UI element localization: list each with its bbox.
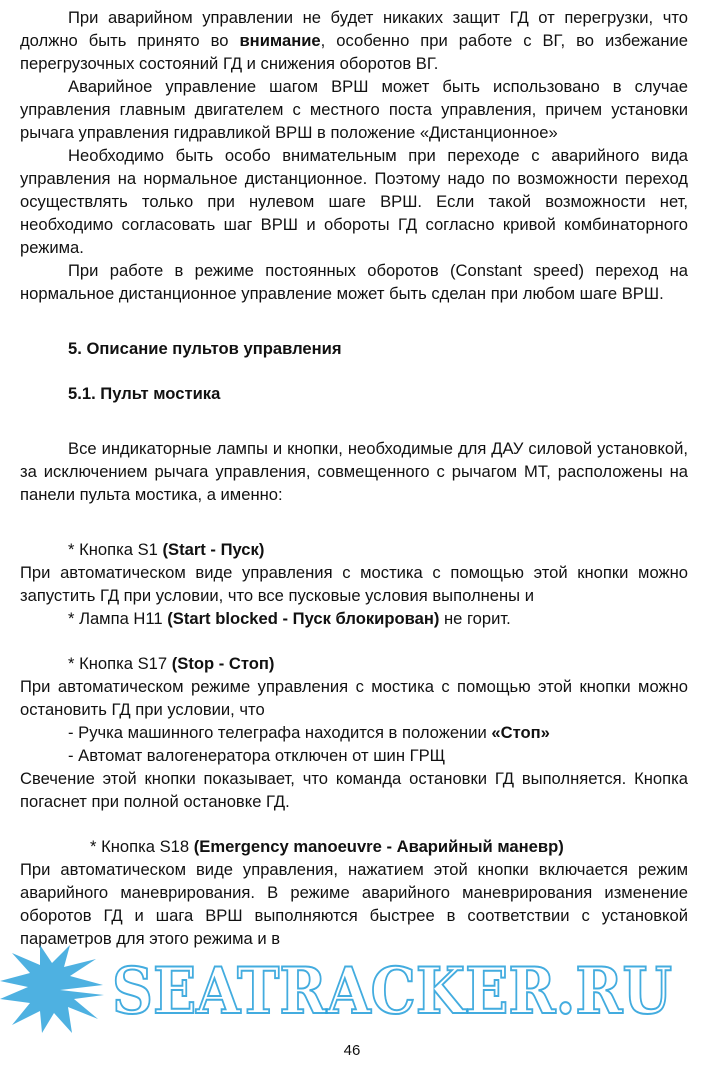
document-page: [20, 6, 688, 950]
item-s17-note: Свечение этой кнопки показывает, что команда остановки ГД выполняется. Кнопка погаснет при полной остановке ГД.: [20, 769, 688, 811]
section-heading-5: 5. Описание пультов управления: [68, 339, 342, 358]
item-s1-title: * Кнопка S1 (Start - Пуск): [68, 540, 265, 559]
page-number: 46: [343, 1042, 361, 1059]
paragraph-emergency-pitch: Аварийное управление шагом ВРШ может быть использовано в случае управления главным двигателем с местного поста управления, причем установки рычага управления гидравликой ВРШ в положение «Дистанционное»: [20, 77, 688, 142]
item-s18-text: При автоматическом виде управления, нажатием этой кнопки включается режим аварийного маневрирования. В режиме аварийного маневрирования изменение оборотов ГД и шага ВРШ выполняются быстрее в соответствии с установкой параметров для этого режима и в: [20, 860, 688, 948]
paragraph-emergency-protection: При аварийном управлении не будет никаких защит ГД от перегрузки, что должно быть принято во внимание, особенно при работе с ВГ, во избежание перегрузочных состояний ГД и снижения оборотов ВГ.: [20, 8, 688, 73]
item-h11-lamp: * Лампа H11 (Start blocked - Пуск блокирован) не горит.: [68, 609, 511, 628]
item-s17-text: При автоматическом режиме управления с мостика с помощью этой кнопки можно остановить ГД при условии, что: [20, 677, 688, 719]
section-heading-5-1: 5.1. Пульт мостика: [68, 384, 221, 403]
item-s17-condition-2: - Автомат валогенератора отключен от шин ГРЩ: [68, 746, 446, 765]
item-s17-condition-1: - Ручка машинного телеграфа находится в положении «Стоп»: [68, 723, 550, 742]
paragraph-constant-speed: При работе в режиме постоянных оборотов (Constant speed) переход на нормальное дистанционное управление может быть сделан при любом шаге ВРШ.: [20, 261, 688, 303]
starburst-icon: [0, 945, 104, 1033]
item-s1-text: При автоматическом виде управления с мостика с помощью этой кнопки можно запустить ГД при условии, что все пусковые условия выполнены и: [20, 563, 688, 605]
paragraph-bridge-panel-intro: Все индикаторные лампы и кнопки, необходимые для ДАУ силовой установкой, за исключением рычага управления, совмещенного с рычагом МТ, расположены на панели пульта мостика, а именно:: [20, 439, 688, 504]
paragraph-transition: Необходимо быть особо внимательным при переходе с аварийного вида управления на нормальное дистанционное. Поэтому надо по возможности переход осуществлять только при нулевом шаге ВРШ. Если такой возможности нет, необходимо согласовать шаг ВРШ и обороты ГД согласно кривой комбинаторного режима.: [20, 146, 688, 257]
watermark-text: SEATRACKER.RU: [112, 954, 672, 1029]
item-s18-title: * Кнопка S18 (Emergency manoeuvre - Аварийный маневр): [90, 837, 564, 856]
item-s17-title: * Кнопка S17 (Stop - Стоп): [68, 654, 275, 673]
watermark-logo: [0, 945, 704, 1035]
